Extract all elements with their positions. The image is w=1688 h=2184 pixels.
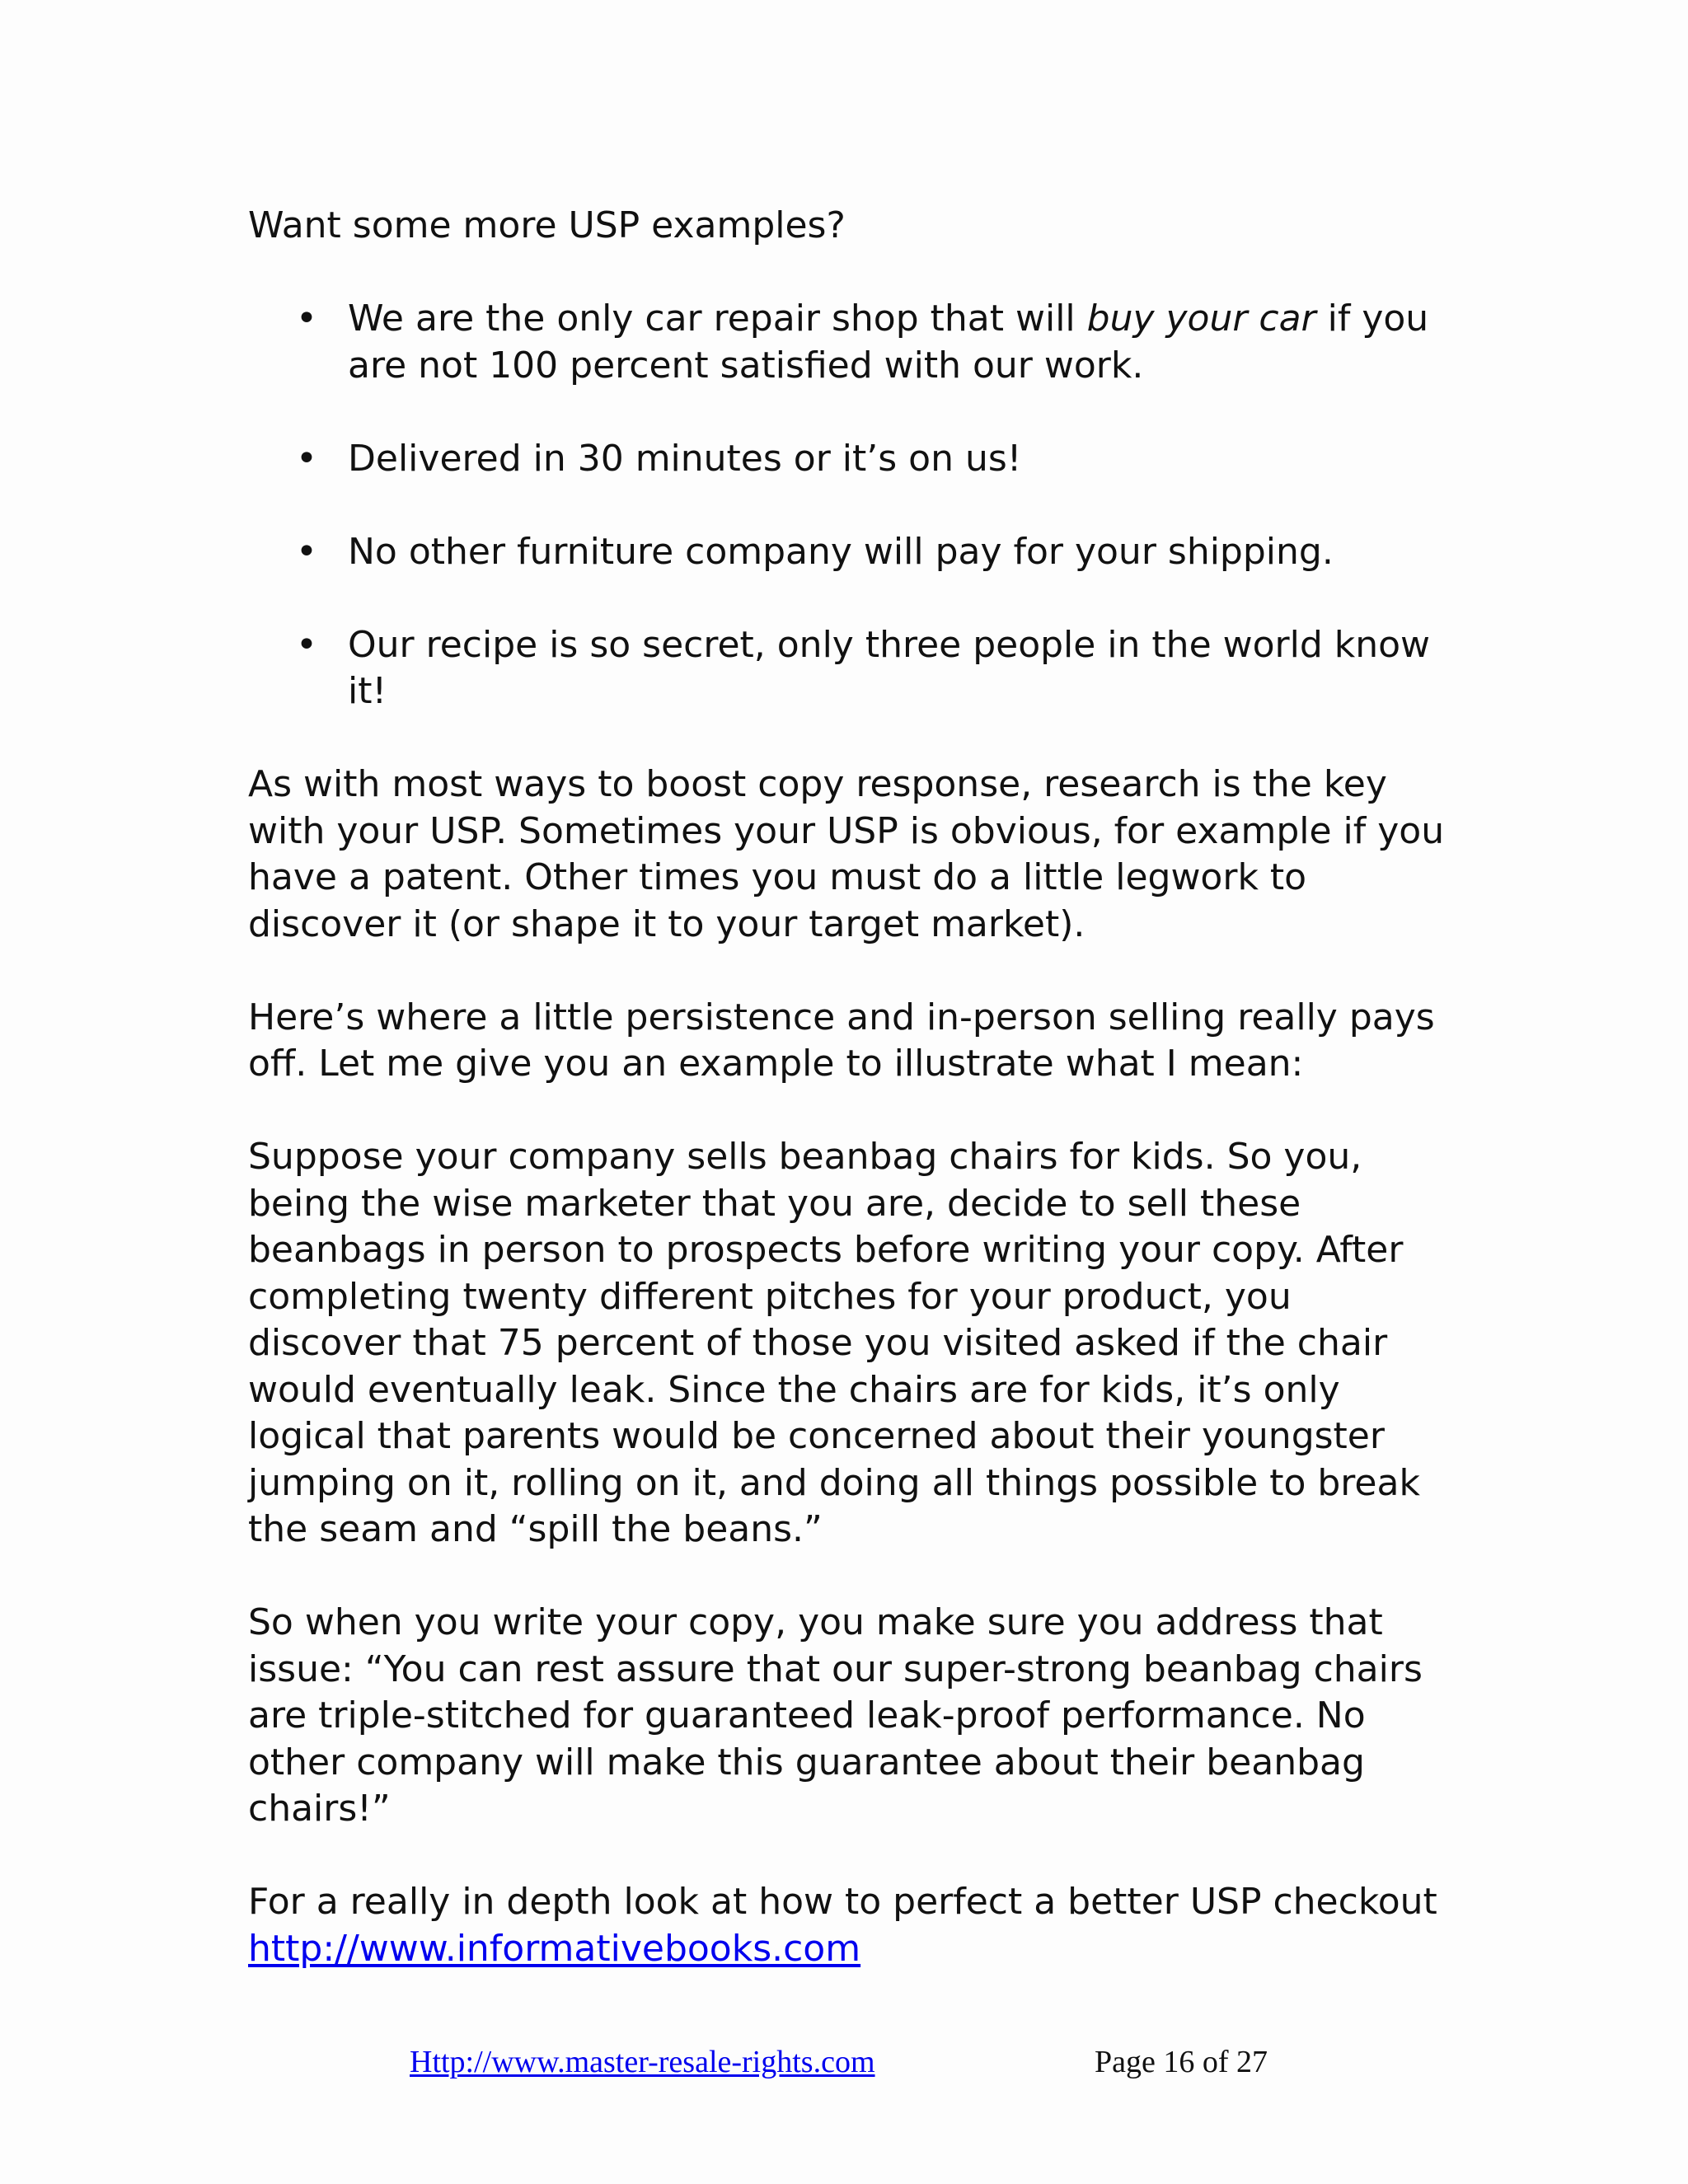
list-item-text: Our recipe is so secret, only three people in the world know it! — [348, 623, 1431, 712]
list-item-text-end: if you are not 100 percent satisfied with our work. — [348, 298, 1429, 387]
list-item — [248, 436, 1451, 483]
list-item — [248, 296, 1451, 389]
list-item — [248, 529, 1451, 576]
list-item-text: Delivered in 30 minutes or it’s on us! — [348, 437, 1022, 480]
beanbag-paragraph: Suppose your company sells beanbag chairs for kids. So you, being the wise marketer that you are, decide to sell these beanbags in person to prospects before writing your copy. After completing twenty different pitches for your product, you discover that 75 percent of those you visited asked if the chair would eventually leak. Since the chairs are for kids, it’s only logical that parents would be concerned about their youngster jumping on it, rolling on it, and doing all things possible to break the seam and “spill the beans.” — [248, 1136, 1420, 1550]
bullet-icon: • — [296, 298, 317, 340]
usp-examples-list — [248, 296, 1451, 715]
research-paragraph: As with most ways to boost copy response, research is the key with your USP. Sometimes your USP is obvious, for example if you have a patent. Other times you must do a little legwork to discover it (or shape it to your target market). — [248, 763, 1445, 945]
page-number: Page 16 of 27 — [1095, 2045, 1268, 2079]
list-item-emphasis: buy your car — [1086, 298, 1316, 340]
bullet-icon: • — [296, 530, 317, 573]
list-item — [248, 622, 1451, 715]
informativebooks-link[interactable]: http://www.informativebooks.com — [248, 1927, 861, 1970]
copy-paragraph: So when you write your copy, you make sure you address that issue: “You can rest assure that our super-strong beanbag chairs are triple-stitched for guaranteed leak-proof performance. No other company will make this guarantee about their beanbag chairs!” — [248, 1601, 1423, 1830]
list-item-text-start: We are the only car repair shop that will — [348, 298, 1087, 340]
footer-site-link[interactable]: Http://www.master-resale-rights.com — [410, 2045, 875, 2079]
persistence-paragraph: Here’s where a little persistence and in-person selling really pays off. Let me give you an example to illustrate what I mean: — [248, 996, 1435, 1085]
closing-text: For a really in depth look at how to perfect a better USP checkout — [248, 1881, 1437, 1923]
bullet-icon: • — [296, 623, 317, 666]
document-body — [248, 203, 1451, 1972]
section-heading: Want some more USP examples? — [248, 204, 846, 246]
list-item-text: No other furniture company will pay for your shipping. — [348, 530, 1334, 573]
closing-paragraph — [248, 1879, 1451, 1972]
bullet-icon: • — [296, 437, 317, 480]
